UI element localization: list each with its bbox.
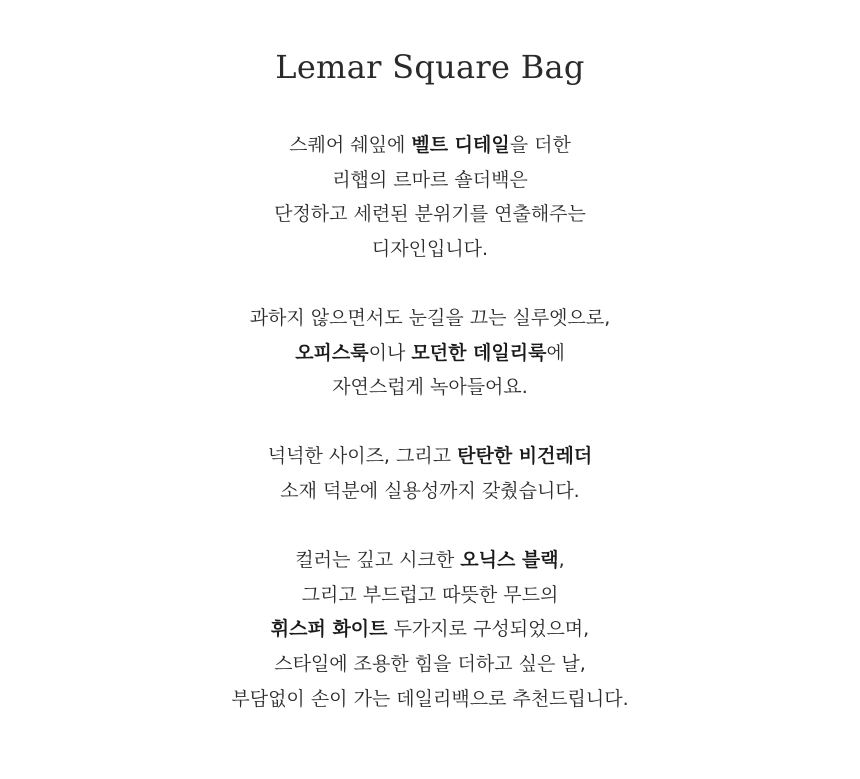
text-segment: 자연스럽게 녹아들어요. <box>332 376 528 399</box>
text-segment: 스타일에 조용한 힘을 더하고 싶은 날, <box>274 652 586 675</box>
description-paragraph <box>0 128 860 266</box>
text-segment: 두가지로 구성되었으며, <box>387 618 590 641</box>
product-title: Lemar Square Bag <box>275 48 585 86</box>
description-line <box>0 543 860 578</box>
highlight-text: 탄탄한 비건레더 <box>457 445 593 468</box>
highlight-text: 모던한 데일리룩 <box>411 341 547 364</box>
text-segment: 에 <box>546 341 565 364</box>
text-segment: 디자인입니다. <box>371 237 489 260</box>
text-segment: 컬러는 깊고 시크한 <box>295 549 461 572</box>
description-line <box>0 578 860 613</box>
text-segment: 스퀘어 쉐잎에 <box>289 134 412 156</box>
product-description <box>0 128 860 716</box>
description-paragraph <box>0 543 860 716</box>
text-segment: 이나 <box>368 341 412 364</box>
text-segment: 넉넉한 사이즈, 그리고 <box>267 445 458 468</box>
description-line <box>0 647 860 682</box>
highlight-text: 휘스퍼 화이트 <box>270 618 388 641</box>
highlight-text: 오피스룩 <box>295 341 369 364</box>
description-line <box>0 370 860 405</box>
description-paragraph <box>0 439 860 508</box>
text-segment: 그리고 부드럽고 따뜻한 무드의 <box>301 583 559 606</box>
description-line <box>0 336 860 371</box>
description-line <box>0 682 860 717</box>
description-line <box>0 163 860 198</box>
text-segment: 리햅의 르마르 숄더백은 <box>332 168 528 191</box>
text-segment: 을 더한 <box>509 134 571 156</box>
text-segment: 과하지 않으면서도 눈길을 끄는 실루엣으로, <box>249 306 611 329</box>
description-line <box>0 301 860 336</box>
text-segment: 부담없이 손이 가는 데일리백으로 추천드립니다. <box>231 687 629 710</box>
description-line <box>0 128 860 163</box>
description-line <box>0 612 860 647</box>
description-line <box>0 439 860 474</box>
text-segment: 소재 덕분에 실용성까지 갖췄습니다. <box>280 479 580 502</box>
highlight-text: 오닉스 블랙 <box>460 549 559 572</box>
highlight-text: 벨트 디테일 <box>411 134 510 156</box>
description-paragraph <box>0 301 860 405</box>
description-line <box>0 474 860 509</box>
text-segment: , <box>558 549 565 572</box>
description-line <box>0 197 860 232</box>
text-segment: 단정하고 세련된 분위기를 연출해주는 <box>274 203 586 226</box>
description-line <box>0 232 860 267</box>
